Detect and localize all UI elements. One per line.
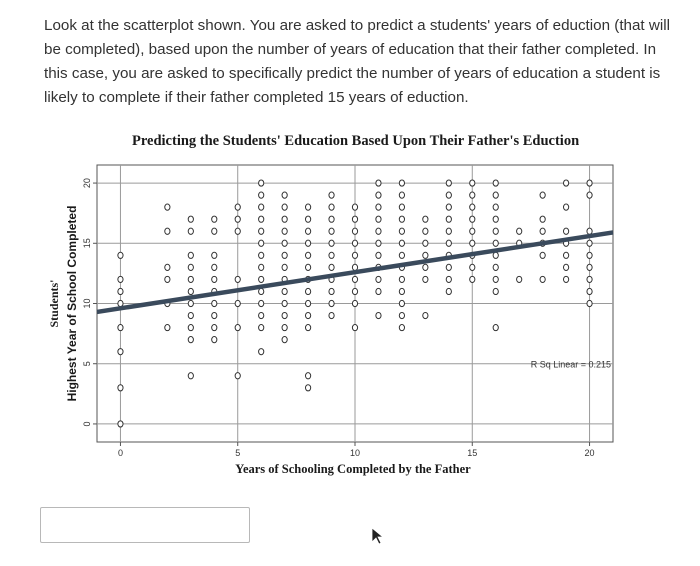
data-point [212,228,217,234]
data-point [259,180,264,186]
data-point [282,192,287,198]
data-point [188,373,193,379]
data-point [305,264,310,270]
data-point [259,228,264,234]
data-point [305,216,310,222]
data-point [329,192,334,198]
data-point [563,252,568,258]
y-axis-label-line1: Students' [47,279,61,328]
data-point [212,264,217,270]
data-point [493,276,498,282]
data-point [212,216,217,222]
data-point [352,288,357,294]
data-point [329,240,334,246]
data-point [470,264,475,270]
data-point [235,324,240,330]
data-point [376,180,381,186]
data-point [493,288,498,294]
data-point [470,192,475,198]
data-point [446,180,451,186]
data-point [587,300,592,306]
data-point [540,252,545,258]
data-point [587,252,592,258]
data-point [376,276,381,282]
data-point [329,264,334,270]
data-point [352,252,357,258]
data-point [493,192,498,198]
data-point [329,300,334,306]
data-point [540,228,545,234]
y-tick-label: 0 [82,421,92,427]
data-point [517,228,522,234]
data-point [118,288,123,294]
data-point [446,228,451,234]
data-point [540,192,545,198]
data-point [282,240,287,246]
data-point [259,240,264,246]
data-point [376,312,381,318]
data-point [259,192,264,198]
data-point [329,228,334,234]
data-point [446,276,451,282]
data-point [493,264,498,270]
data-point [376,204,381,210]
data-point [517,276,522,282]
data-point [305,252,310,258]
data-point [165,204,170,210]
data-point [188,300,193,306]
data-point [352,204,357,210]
data-point [352,216,357,222]
data-point [352,324,357,330]
data-point [259,252,264,258]
data-point [399,228,404,234]
data-point [352,264,357,270]
data-point [212,337,217,343]
data-point [305,312,310,318]
data-point [282,204,287,210]
data-point [188,312,193,318]
data-point [305,204,310,210]
data-point [563,276,568,282]
data-point [235,300,240,306]
mouse-cursor-icon [371,527,385,545]
data-point [446,288,451,294]
data-point [493,252,498,258]
data-point [352,276,357,282]
data-point [118,324,123,330]
data-point [212,276,217,282]
data-point [235,204,240,210]
data-point [423,276,428,282]
data-point [259,324,264,330]
data-point [165,228,170,234]
data-point [118,276,123,282]
data-point [446,204,451,210]
data-point [329,216,334,222]
data-point [423,216,428,222]
data-point [423,240,428,246]
data-point [399,276,404,282]
x-axis-label: Years of Schooling Completed by the Father [235,462,471,476]
data-point [305,373,310,379]
data-point [399,312,404,318]
data-point [399,216,404,222]
data-point [188,324,193,330]
data-point [188,276,193,282]
data-point [376,228,381,234]
data-point [399,288,404,294]
data-point [329,204,334,210]
data-point [493,240,498,246]
data-point [470,228,475,234]
data-point [376,216,381,222]
data-point [305,324,310,330]
data-point [305,240,310,246]
data-point [399,192,404,198]
data-point [118,385,123,391]
data-point [399,300,404,306]
r-squared-annotation: R Sq Linear = 0.215 [530,359,611,370]
data-point [446,216,451,222]
x-tick-label: 15 [467,448,478,458]
data-point [423,228,428,234]
data-point [329,252,334,258]
data-point [282,300,287,306]
data-point [446,240,451,246]
data-point [470,276,475,282]
x-tick-label: 5 [235,448,241,458]
data-point [305,385,310,391]
y-axis-label-line2: Highest Year of School Completed [65,205,79,402]
data-point [423,264,428,270]
data-point [563,264,568,270]
data-point [235,373,240,379]
data-point [259,349,264,355]
chart-title: Predicting the Students' Education Based Upon Their Father's Eduction [132,133,580,149]
data-point [587,180,592,186]
data-point [399,240,404,246]
data-point [282,228,287,234]
data-point [540,216,545,222]
data-point [259,204,264,210]
data-point [563,180,568,186]
data-point [329,288,334,294]
data-point [188,337,193,343]
data-point [423,252,428,258]
data-point [235,228,240,234]
data-point [563,228,568,234]
data-point [259,288,264,294]
data-point [399,324,404,330]
data-point [165,264,170,270]
data-point [259,216,264,222]
data-point [305,288,310,294]
y-tick-label: 10 [82,298,92,309]
data-point [259,264,264,270]
data-point [118,349,123,355]
data-point [563,204,568,210]
data-point [470,216,475,222]
data-point [188,216,193,222]
data-point [305,228,310,234]
data-point [587,264,592,270]
chart-canvas [40,125,660,485]
data-point [446,192,451,198]
data-point [399,204,404,210]
data-point [282,216,287,222]
data-point [493,216,498,222]
data-point [212,324,217,330]
data-point [282,252,287,258]
data-point [212,252,217,258]
data-point [188,288,193,294]
data-point [259,276,264,282]
answer-input[interactable] [40,507,250,543]
x-tick-label: 20 [584,448,595,458]
data-point [235,216,240,222]
data-point [399,180,404,186]
data-point [470,180,475,186]
data-point [282,288,287,294]
data-point [376,192,381,198]
data-point [540,276,545,282]
data-point [376,288,381,294]
y-tick-label: 5 [82,361,92,367]
data-point [212,312,217,318]
y-tick-label: 20 [82,178,92,189]
data-point [376,252,381,258]
data-point [118,421,123,427]
data-point [470,204,475,210]
y-tick-label: 15 [82,238,92,249]
data-point [587,288,592,294]
data-point [282,324,287,330]
data-point [376,240,381,246]
data-point [423,312,428,318]
data-point [235,276,240,282]
x-tick-label: 10 [349,448,361,458]
data-point [188,252,193,258]
data-point [352,300,357,306]
x-tick-label: 0 [117,448,123,458]
data-point [587,276,592,282]
data-point [118,252,123,258]
data-point [470,240,475,246]
data-point [493,324,498,330]
data-point [399,252,404,258]
data-point [329,312,334,318]
data-point [212,300,217,306]
data-point [352,228,357,234]
data-point [188,228,193,234]
data-point [305,300,310,306]
data-point [282,264,287,270]
data-point [259,300,264,306]
data-point [446,264,451,270]
data-point [493,180,498,186]
data-point [587,192,592,198]
question-text: Look at the scatterplot shown. You are asked to predict a students' years of eduction (that will be completed), based upon the number of years of education that their father completed. In this case, you are asked to specifically predict the number of years of education a student is likely to complete if their father completed 15 years of eduction. [44,17,670,106]
data-point [188,264,193,270]
data-point [259,312,264,318]
data-point [493,204,498,210]
scatterplot-chart [40,125,660,485]
data-point [493,228,498,234]
data-point [165,324,170,330]
data-point [165,276,170,282]
data-point [282,337,287,343]
data-point [282,312,287,318]
data-point [118,300,123,306]
data-point [587,240,592,246]
data-point [587,228,592,234]
data-point [352,240,357,246]
